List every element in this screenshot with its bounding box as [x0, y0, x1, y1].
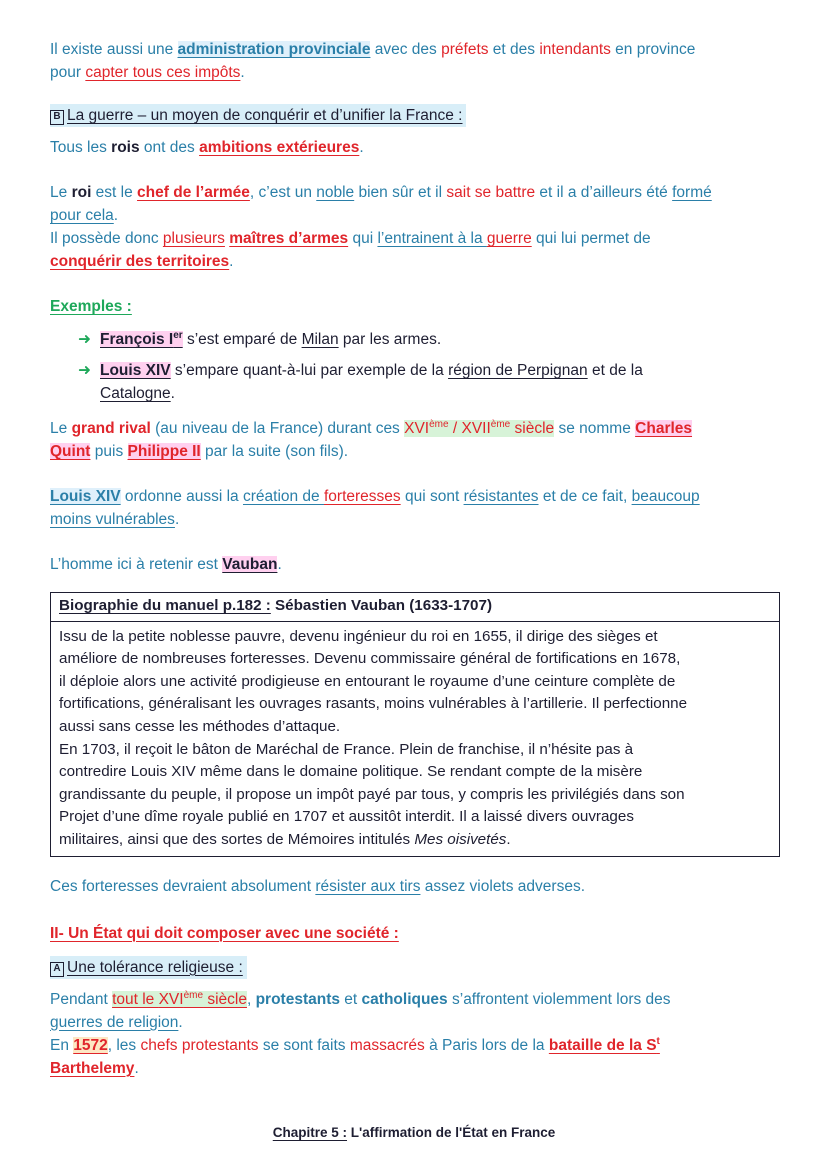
text: pour	[50, 64, 86, 81]
sup-er: er	[173, 329, 183, 341]
biography-line: fortifications, généralisant les ouvrages rasants, moins vulnérables à l’artillerie. Il perfectionne	[59, 695, 688, 713]
term-plusieurs: plusieurs	[162, 230, 225, 247]
term-xvie-siecle	[112, 991, 247, 1008]
sup: ème	[183, 989, 204, 1001]
paragraph-rois	[50, 136, 785, 159]
text: et de ce fait,	[538, 488, 632, 505]
term-resister-tirs: résister aux tirs	[315, 877, 421, 895]
term-1572: 1572	[73, 1036, 108, 1054]
section-a-heading	[50, 956, 785, 979]
biography-line: aussi sans cesse les méthodes d’attaque.	[59, 717, 341, 735]
text: s’empare quant-à-lui par exemple de la	[170, 362, 449, 379]
term-resistantes: résistantes	[463, 488, 539, 505]
name-francois: François I	[100, 331, 174, 348]
term-catholiques: catholiques	[361, 990, 448, 1008]
intro-paragraph	[50, 38, 785, 84]
term-louis-xiv: Louis XIV	[100, 362, 171, 379]
list-item	[78, 328, 785, 351]
text: ont des	[139, 139, 200, 156]
section-letter-b: B	[50, 110, 64, 125]
text: et	[340, 990, 362, 1008]
text: s’est emparé de	[182, 331, 302, 348]
biography-line: améliore de nombreuses forteresses. Devenu commissaire général de fortifications en 1678,	[59, 650, 681, 668]
text: puis	[90, 443, 128, 460]
text: en province	[610, 41, 696, 58]
text: .	[229, 253, 234, 270]
text: ,	[246, 990, 256, 1008]
text: .	[134, 1059, 139, 1077]
list-item	[78, 359, 785, 405]
text: Pendant	[50, 990, 113, 1008]
term-forme: formé	[672, 184, 712, 201]
text: L’homme ici à retenir est	[50, 556, 223, 573]
term-entrainent: l’entrainent à la	[377, 230, 487, 247]
term-beaucoup: beaucoup	[631, 488, 700, 505]
text: siècle	[203, 990, 247, 1008]
text: Il possède donc	[50, 230, 163, 247]
term-philippe-ii: Philippe II	[127, 443, 201, 460]
term-capter-impots: capter tous ces impôts	[85, 64, 241, 81]
term-grand-rival: grand rival	[71, 420, 151, 437]
term-louis-xiv: Louis XIV	[50, 488, 121, 505]
biography-line-last	[59, 829, 771, 852]
paragraph-forteresses	[50, 485, 785, 531]
paragraph-resister	[50, 875, 785, 898]
term-noble: noble	[316, 184, 355, 201]
section-a-title: Une tolérance religieuse :	[67, 958, 243, 976]
exemples-label: Exemples :	[50, 298, 132, 315]
biography-line: En 1703, il reçoit le bâton de Maréchal de France. Plein de franchise, il n’hésite pas à	[59, 740, 634, 758]
biography-line: contredire Louis XIV même dans le domaine politique. Se rendant compte de la misère	[59, 763, 643, 781]
text: XVI	[404, 420, 430, 437]
term-perpignan: région de Perpignan	[448, 362, 588, 379]
term-intendants: intendants	[539, 41, 611, 58]
text: militaires, ainsi que des sortes de Mémoires intitulés	[59, 830, 415, 848]
paragraph-vauban	[50, 553, 785, 576]
sup: t	[656, 1035, 660, 1047]
text: .	[506, 830, 511, 848]
paragraph-roi-armee	[50, 181, 785, 273]
term-siecles	[404, 420, 554, 437]
biography-title-subject: Sébastien Vauban (1633-1707)	[270, 597, 492, 614]
term-bataille-st-barthelemy	[549, 1037, 660, 1054]
term-protestants: protestants	[255, 990, 340, 1008]
text: Ces forteresses devraient absolument	[50, 877, 316, 895]
text: bataille de la S	[548, 1036, 657, 1054]
text: se nomme	[554, 420, 636, 437]
text: et de la	[587, 362, 643, 379]
text: se sont faits	[258, 1036, 350, 1054]
text: et des	[488, 41, 540, 58]
text: Le	[50, 420, 72, 437]
term-roi: roi	[71, 184, 92, 201]
text: .	[277, 556, 282, 573]
section-b-heading	[50, 104, 785, 127]
term-massacres: massacrés	[349, 1036, 425, 1054]
text: Tous les	[50, 139, 112, 156]
section-a-title-wrap	[50, 956, 247, 979]
text: ordonne aussi la	[120, 488, 243, 505]
text: .	[174, 511, 180, 528]
text: / XVII	[448, 420, 491, 437]
text: .	[178, 1013, 183, 1031]
text: .	[170, 385, 175, 402]
term-charles: Charles	[635, 420, 693, 437]
text: Le	[50, 184, 72, 201]
term-chef-armee: chef de l’armée	[137, 184, 250, 201]
footer-chapter-title: L'affirmation de l'État en France	[347, 1125, 556, 1140]
text: et il a d’ailleurs été	[535, 184, 673, 201]
term-creation: création de	[242, 488, 324, 505]
paragraph-rival	[50, 417, 785, 463]
biography-title-source: Biographie du manuel p.182 :	[59, 597, 271, 614]
part-two-heading	[50, 922, 785, 945]
text: par les armes.	[338, 331, 442, 348]
text: avec des	[370, 41, 442, 58]
term-sait-se-battre: sait se battre	[446, 184, 536, 201]
term-maitres-armes: maîtres d’armes	[229, 230, 349, 247]
term-forteresses: forteresses	[323, 488, 401, 505]
footer-chapter-label: Chapitre 5 :	[272, 1125, 348, 1140]
arrow-right-icon: ➜	[78, 331, 91, 348]
text: assez violets adverses.	[420, 877, 585, 895]
term-francois-ier	[100, 331, 183, 348]
term-quint: Quint	[50, 443, 91, 460]
term-moins-vulnerables: moins vulnérables	[50, 511, 175, 528]
text: tout le	[112, 990, 159, 1008]
biography-line: Issu de la petite noblesse pauvre, devenu ingénieur du roi en 1655, il dirige des sièges et	[59, 627, 658, 645]
document-page	[50, 38, 785, 1080]
term-milan: Milan	[301, 331, 339, 348]
text: XVI	[158, 990, 184, 1008]
text: qui sont	[400, 488, 464, 505]
page-footer	[0, 1125, 828, 1140]
text: Il existe aussi une	[50, 41, 178, 58]
text: , c’est un	[249, 184, 317, 201]
text: bien sûr et il	[354, 184, 447, 201]
biography-box	[50, 592, 780, 857]
text: siècle	[510, 420, 555, 437]
section-b-title-wrap	[50, 104, 466, 127]
text: par la suite (son fils).	[200, 443, 349, 460]
paragraph-religion	[50, 988, 785, 1080]
text: .	[240, 64, 245, 81]
biography-line: grandissante du peuple, il propose un impôt payé par tous, y compris les privilégiés dans son	[59, 785, 685, 803]
term-pour-cela: pour cela	[50, 207, 114, 224]
term-conquerir-territoires: conquérir des territoires	[50, 253, 230, 270]
term-rois: rois	[111, 139, 140, 156]
term-guerre: guerre	[486, 230, 532, 247]
term-barthelemy: Barthelemy	[50, 1059, 135, 1077]
biography-line: Projet d’une dîme royale publié en 1707 et aussitôt interdit. Il a laissé divers ouvrages	[59, 808, 634, 826]
text: s’affrontent violemment lors des	[447, 990, 671, 1008]
term-guerres-religion: guerres de religion	[50, 1013, 179, 1031]
part-two-title: II- Un État qui doit composer avec une société :	[50, 924, 399, 942]
exemples-list	[78, 328, 785, 405]
text: En	[50, 1036, 74, 1054]
exemples-heading	[50, 295, 785, 318]
section-letter-a: A	[50, 962, 64, 977]
text: .	[113, 207, 119, 224]
arrow-right-icon: ➜	[78, 362, 91, 379]
term-vauban: Vauban	[222, 556, 278, 573]
text: est le	[91, 184, 138, 201]
book-title: Mes oisivetés	[414, 830, 507, 848]
biography-line: il déploie alors une activité prodigieuse en entourant le royaume d’une ceinture complète de	[59, 672, 676, 690]
term-ambitions-exterieures: ambitions extérieures	[199, 139, 360, 156]
text: à Paris lors de la	[424, 1036, 549, 1054]
section-b-title: La guerre – un moyen de conquérir et d’unifier la France :	[67, 107, 463, 124]
sup: ème	[490, 418, 511, 430]
text: .	[359, 139, 364, 156]
text: qui	[348, 230, 378, 247]
text: (au niveau de la France) durant ces	[150, 420, 405, 437]
text: , les	[107, 1036, 141, 1054]
text: qui lui permet de	[531, 230, 651, 247]
term-chefs-protestants: chefs protestants	[140, 1036, 259, 1054]
term-catalogne: Catalogne	[100, 385, 171, 402]
biography-title	[51, 595, 779, 622]
term-prefets: préfets	[441, 41, 489, 58]
term-administration-provinciale: administration provinciale	[177, 41, 371, 58]
sup: ème	[429, 418, 449, 430]
